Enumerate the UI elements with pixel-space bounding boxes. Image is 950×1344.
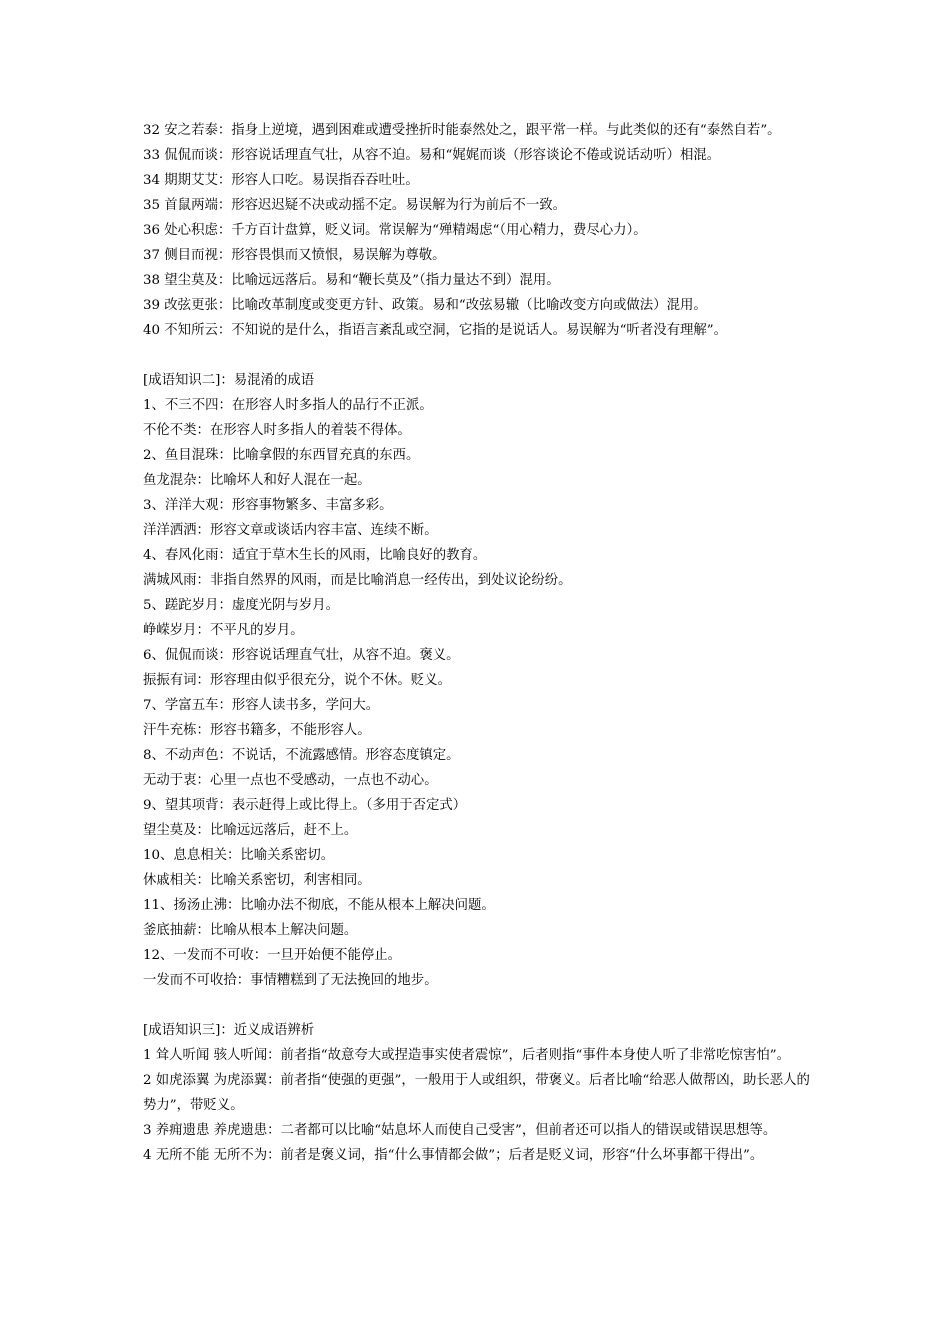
list-item: 汗牛充栋：形容书籍多，不能形容人。: [143, 723, 371, 738]
document-body: [143, 118, 815, 1168]
idiom-item-36: 36 处心积虑：千方百计盘算，贬义词。常误解为“殚精竭虑“（用心精力，费尽心力）。: [143, 223, 647, 238]
idiom-list-section-1: [143, 118, 815, 343]
idiom-item-37: 37 侧目而视：形容畏惧而又愤恨，易误解为尊敬。: [143, 248, 446, 263]
list-item: 2 如虎添翼 为虎添翼：前者指“使强的更强”，一般用于人或组织，带褒义。后者比喻“给恶人做帮凶，助长恶人的势力”，带贬义。: [143, 1073, 810, 1113]
list-item: 釜底抽薪：比喻从根本上解决问题。: [143, 923, 358, 938]
list-item: 10、息息相关：比喻关系密切。: [143, 848, 335, 863]
list-item: 望尘莫及：比喻远远落后，赶不上。: [143, 823, 358, 838]
list-item: 1 耸人听闻 骇人听闻：前者指“故意夸大或捏造事实使者震惊”，后者则指“事件本身使人听了非常吃惊害怕”。: [143, 1048, 790, 1063]
idiom-item-40: 40 不知所云：不知说的是什么，指语言紊乱或空洞，它指的是说话人。易误解为“听者没有理解”。: [143, 323, 727, 338]
idiom-list-section-3: [143, 1018, 815, 1168]
list-item: 一发而不可收拾：事情糟糕到了无法挽回的地步。: [143, 973, 438, 988]
list-item: 4、春风化雨：适宜于草木生长的风雨，比喻良好的教育。: [143, 548, 487, 563]
list-item: 休戚相关：比喻关系密切，利害相同。: [143, 873, 371, 888]
idiom-item-39: 39 改弦更张：比喻改革制度或变更方针、政策。易和“改弦易辙（比喻改变方向或做法）混用。: [143, 298, 707, 313]
section-heading: [成语知识三]：近义成语辨析: [143, 1023, 315, 1038]
list-item: 不伦不类：在形容人时多指人的着装不得体。: [143, 423, 411, 438]
idiom-item-33: 33 侃侃而谈：形容说话理直气壮，从容不迫。易和“娓娓而谈（形容谈论不倦或说话动听）相混。: [143, 148, 721, 163]
list-item: 满城风雨：非指自然界的风雨，而是比喻消息一经传出，到处议论纷纷。: [143, 573, 572, 588]
list-item: 无动于衷：心里一点也不受感动，一点也不动心。: [143, 773, 438, 788]
list-item: 2、鱼目混珠：比喻拿假的东西冒充真的东西。: [143, 448, 420, 463]
list-item: 5、蹉跎岁月：虚度光阴与岁月。: [143, 598, 339, 613]
list-item: 12、一发而不可收：一旦开始便不能停止。: [143, 948, 402, 963]
list-item: 3 养痈遗患 养虎遗患：二者都可以比喻“姑息坏人而使自己受害”，但前者还可以指人的错误或错误思想等。: [143, 1123, 777, 1138]
list-item: 鱼龙混杂：比喻坏人和好人混在一起。: [143, 473, 371, 488]
section-spacer: [143, 993, 815, 1018]
list-item: 1、不三不四：在形容人时多指人的品行不正派。: [143, 398, 433, 413]
list-item: 11、扬汤止沸：比喻办法不彻底，不能从根本上解决问题。: [143, 898, 495, 913]
list-item: 峥嵘岁月：不平凡的岁月。: [143, 623, 304, 638]
list-item: 洋洋洒洒：形容文章或谈话内容丰富、连续不断。: [143, 523, 438, 538]
idiom-item-32: 32 安之若泰：指身上逆境，遇到困难或遭受挫折时能泰然处之，跟平常一样。与此类似的还有“泰然自若”。: [143, 123, 781, 138]
list-item: 振振有词：形容理由似乎很充分，说个不休。贬义。: [143, 673, 451, 688]
list-item: 6、侃侃而谈：形容说话理直气壮，从容不迫。褒义。: [143, 648, 460, 663]
idiom-list-section-2: [143, 368, 815, 993]
section-heading: [成语知识二]：易混淆的成语: [143, 373, 315, 388]
list-item: 9、望其项背：表示赶得上或比得上。（多用于否定式）: [143, 798, 467, 813]
list-item: 4 无所不能 无所不为：前者是褒义词，指“什么事情都会做”；后者是贬义词，形容“什么坏事都干得出”。: [143, 1148, 764, 1163]
idiom-item-34: 34 期期艾艾：形容人口吃。易误指吞吞吐吐。: [143, 173, 419, 188]
list-item: 3、洋洋大观：形容事物繁多、丰富多彩。: [143, 498, 393, 513]
list-item: 7、学富五车：形容人读书多，学问大。: [143, 698, 380, 713]
list-item: 8、不动声色：不说话，不流露感情。形容态度镇定。: [143, 748, 460, 763]
idiom-item-38: 38 望尘莫及：比喻远远落后。易和“鞭长莫及”（指力量达不到）混用。: [143, 273, 560, 288]
section-spacer: [143, 343, 815, 368]
idiom-item-35: 35 首鼠两端：形容迟迟疑不决或动摇不定。易误解为行为前后不一致。: [143, 198, 567, 213]
